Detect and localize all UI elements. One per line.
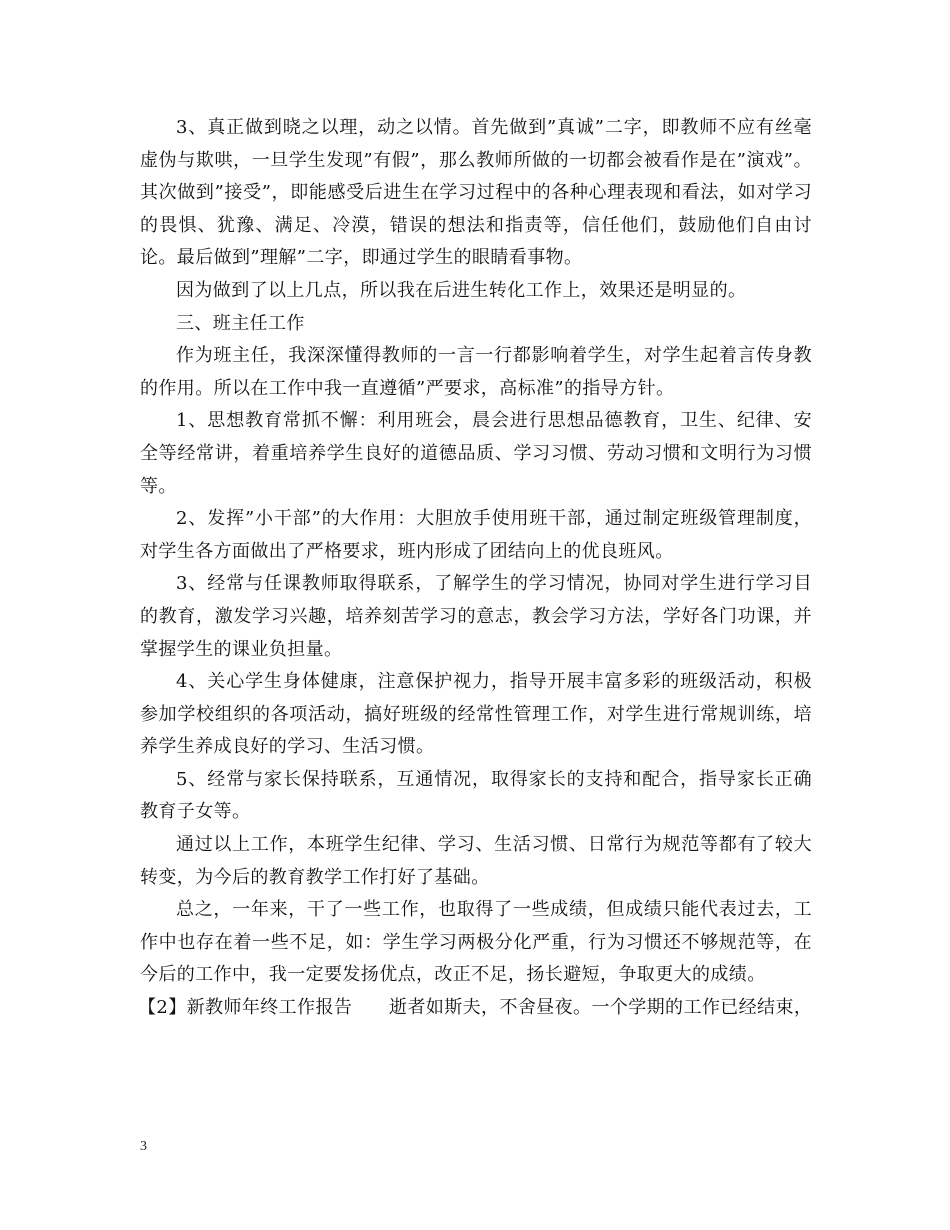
- paragraph-item-3: 3、经常与任课教师取得联系，了解学生的学习情况，协同对学生进行学习目的教育，激发学习兴趣，培养刻苦学习的意志，教会学习方法，学好各门功课，并掌握学生的课业负担量。: [140, 573, 812, 660]
- paragraph-item-5: 5、经常与家长保持联系，互通情况，取得家长的支持和配合，指导家长正确教育子女等。: [140, 768, 812, 823]
- paragraph-next-report-heading: 【2】新教师年终工作报告 逝者如斯夫，不舍昼夜。一个学期的工作已经结束，: [138, 997, 813, 1019]
- paragraph-reasoning-emotion: 3、真正做到晓之以理，动之以情。首先做到”真诚”二字，即教师不应有丝毫虚伪与欺哄，一旦学生发现”有假”，那么教师所做的一切都会被看作是在”演戏”。其次做到”接受”，即能感受后进生在学习过程中的各种心理表现和看法，如对学习的畏惧、犹豫、满足、冷漠，错误的想法和指责等，信任他们，鼓励他们自由讨论。最后做到”理解”二字，即通过学生的眼睛看事物。: [140, 117, 812, 269]
- paragraph-transformation-result: 因为做到了以上几点，所以我在后进生转化工作上，效果还是明显的。: [176, 279, 747, 301]
- document-body: [140, 112, 812, 1025]
- section-heading-class-teacher-work: 三、班主任工作: [176, 312, 305, 334]
- page-number: 3: [140, 1139, 147, 1154]
- paragraph-results: 通过以上工作，本班学生纪律、学习、生活习惯、日常行为规范等都有了较大转变，为今后的教育教学工作打好了基础。: [140, 834, 812, 888]
- paragraph-item-1: 1、思想教育常抓不懈：利用班会，晨会进行思想品德教育，卫生、纪律、安全等经常讲，着重培养学生良好的道德品质、学习习惯、劳动习惯和文明行为习惯等。: [140, 410, 812, 497]
- paragraph-class-teacher-intro: 作为班主任，我深深懂得教师的一言一行都影响着学生，对学生起着言传身教的作用。所以在工作中我一直遵循”严要求，高标准”的指导方针。: [140, 345, 812, 399]
- paragraph-item-2: 2、发挥”小干部”的大作用：大胆放手使用班干部，通过制定班级管理制度，对学生各方面做出了严格要求，班内形成了团结向上的优良班风。: [140, 508, 812, 562]
- paragraph-summary: 总之，一年来，干了一些工作，也取得了一些成绩，但成绩只能代表过去，工作中也存在着一些不足，如：学生学习两极分化严重，行为习惯还不够规范等，在今后的工作中，我一定要发扬优点，改正不足，扬长避短，争取更大的成绩。: [140, 899, 812, 986]
- paragraph-item-4: 4、关心学生身体健康，注意保护视力，指导开展丰富多彩的班级活动，积极参加学校组织的各项活动，搞好班级的经常性管理工作，对学生进行常规训练，培养学生养成良好的学习、生活习惯。: [140, 671, 812, 758]
